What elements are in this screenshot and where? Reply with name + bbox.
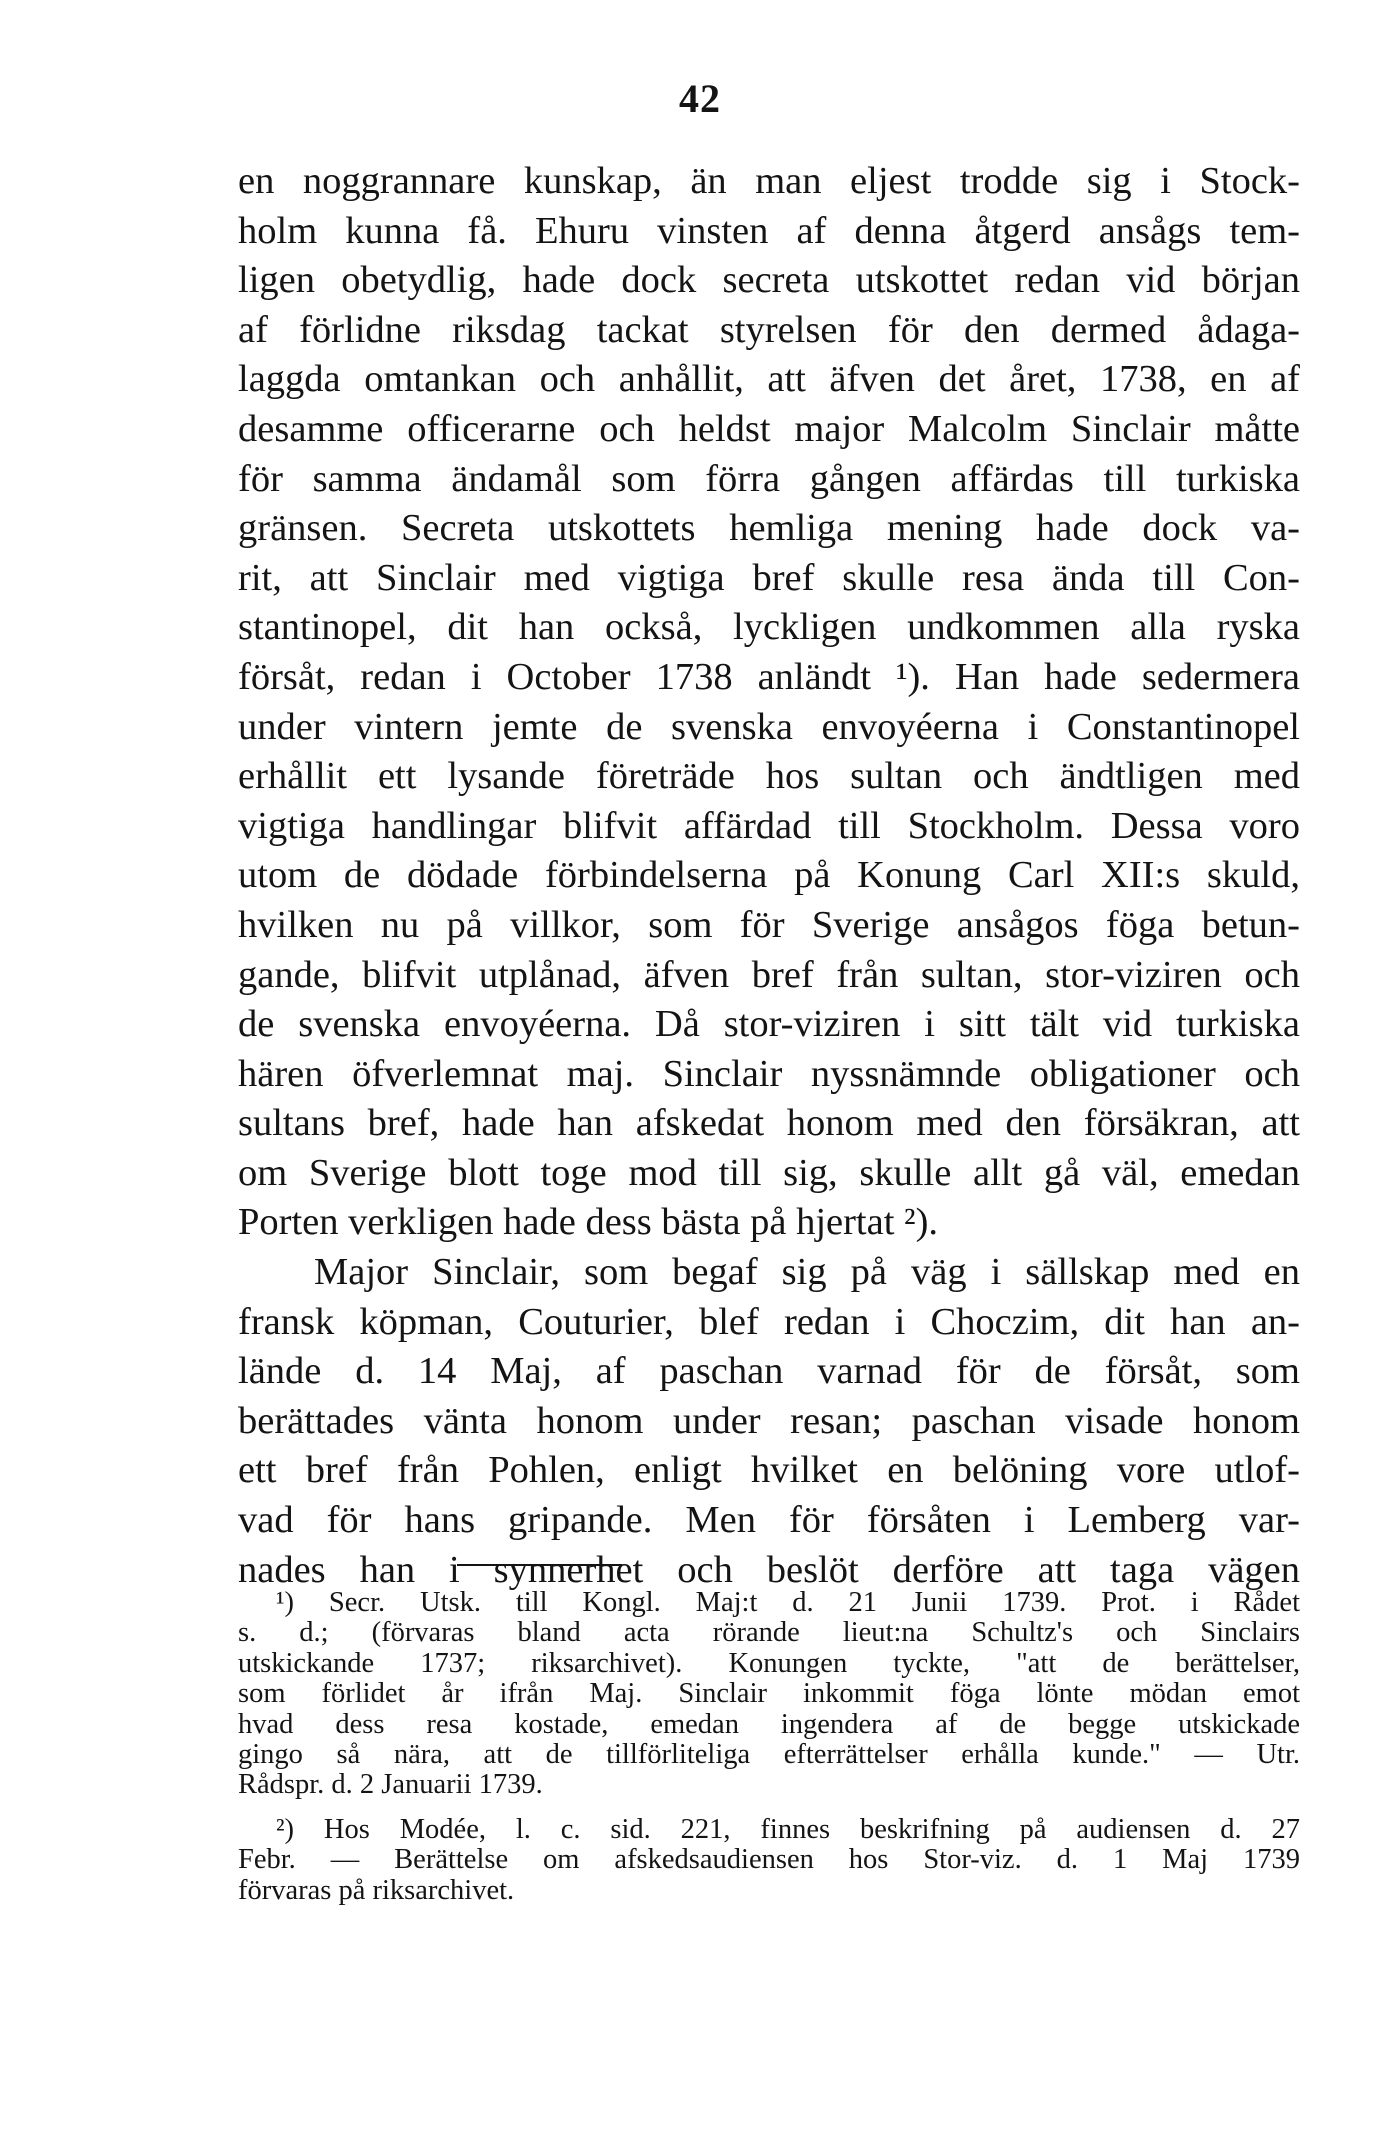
body-line: hären öfverlemnat maj. Sinclair nyssnämnde obligationer och <box>238 1052 1300 1095</box>
footnote-1 <box>238 1588 1300 1801</box>
footnote-line: Febr. — Berättelse om afskedsaudiensen hos Stor-viz. d. 1 Maj 1739 <box>238 1844 1300 1876</box>
footnotes <box>238 1588 1300 1906</box>
body-line: gande, blifvit utplånad, äfven bref från sultan, stor-viziren och <box>238 953 1300 996</box>
body-line: en noggrannare kunskap, än man eljest trodde sig i Stock- <box>238 160 1300 202</box>
footnote-line: s. d.; (förvaras bland acta rörande lieut:na Schultz's och Sinclairs <box>238 1617 1300 1649</box>
body-line: under vintern jemte de svenska envoyéerna i Constantinopel <box>238 705 1300 748</box>
footnote-line: utskickande 1737; riksarchivet). Konungen tyckte, "att de berättelser, <box>238 1647 1300 1679</box>
body-line: vad för hans gripande. Men för försåten i Lemberg var- <box>238 1499 1300 1542</box>
body-line: laggda omtankan och anhållit, att äfven det året, 1738, en af <box>238 358 1300 401</box>
body-line: försåt, redan i October 1738 anländt ¹). Han hade sedermera <box>238 655 1300 698</box>
body-line: ett bref från Pohlen, enligt hvilket en belöning vore utlof- <box>238 1449 1300 1492</box>
body-line: ligen obetydlig, hade dock secreta utskottet redan vid början <box>238 259 1300 302</box>
body-line: de svenska envoyéerna. Då stor-viziren i sitt tält vid turkiska <box>238 1003 1300 1046</box>
body-line: nades han i synnerhet och beslöt derföre att taga vägen <box>238 1548 1300 1591</box>
body-line: hvilken nu på villkor, som för Sverige ansågos föga betun- <box>238 903 1300 946</box>
body-line: om Sverige blott toge mod till sig, skulle allt gå väl, emedan <box>238 1151 1300 1194</box>
body-text <box>238 157 1300 1595</box>
body-line: fransk köpman, Couturier, blef redan i Choczim, dit han an- <box>238 1300 1300 1343</box>
body-line: erhållit ett lysande företräde hos sultan och ändtligen med <box>238 755 1300 798</box>
body-line-paragraph-end: Porten verkligen hade dess bästa på hjertat ²). <box>238 1201 939 1244</box>
body-line: gränsen. Secreta utskottets hemliga mening hade dock va- <box>238 507 1300 550</box>
body-line: sultans bref, hade han afskedat honom med den försäkran, att <box>238 1102 1300 1145</box>
footnote-line: förvaras på riksarchivet. <box>238 1874 515 1906</box>
footnote-line: hvad dess resa kostade, emedan ingendera af de begge utskickade <box>238 1708 1300 1740</box>
body-line: vigtiga handlingar blifvit affärdad till Stockholm. Dessa voro <box>238 804 1300 847</box>
page-number: 42 <box>679 76 721 121</box>
body-line: stantinopel, dit han också, lyckligen undkommen alla ryska <box>238 606 1300 649</box>
footnote-line: ¹) Secr. Utsk. till Kongl. Maj:t d. 21 Junii 1739. Prot. i Rådet <box>276 1587 1300 1618</box>
footnote-line: ²) Hos Modée, l. c. sid. 221, finnes beskrifning på audiensen d. 27 <box>276 1813 1300 1845</box>
footnote-line: som förlidet år ifrån Maj. Sinclair inkommit föga lönte mödan emot <box>238 1678 1300 1710</box>
footnote-line: gingo så nära, att de tillförliteliga efterrättelser erhålla kunde." — Utr. <box>238 1738 1300 1770</box>
body-line-paragraph-start: Major Sinclair, som begaf sig på väg i sällskap med en <box>314 1251 1300 1294</box>
body-line: holm kunna få. Ehuru vinsten af denna åtgerd ansågs tem- <box>238 209 1300 252</box>
body-line: för samma ändamål som förra gången affärdas till turkiska <box>238 457 1300 500</box>
footnote-line: Rådspr. d. 2 Januarii 1739. <box>238 1769 543 1801</box>
body-line: lände d. 14 Maj, af paschan varnad för de försåt, som <box>238 1350 1300 1393</box>
footnote-divider <box>457 1564 622 1566</box>
body-line: utom de dödade förbindelserna på Konung Carl XII:s skuld, <box>238 854 1300 897</box>
footnote-2 <box>238 1815 1300 1906</box>
body-line: af förlidne riksdag tackat styrelsen för den dermed ådaga- <box>238 308 1300 351</box>
body-line: berättades vänta honom under resan; paschan visade honom <box>238 1399 1300 1442</box>
body-line: desamme officerarne och heldst major Malcolm Sinclair måtte <box>238 407 1300 450</box>
body-line: rit, att Sinclair med vigtiga bref skulle resa ända till Con- <box>238 556 1300 599</box>
